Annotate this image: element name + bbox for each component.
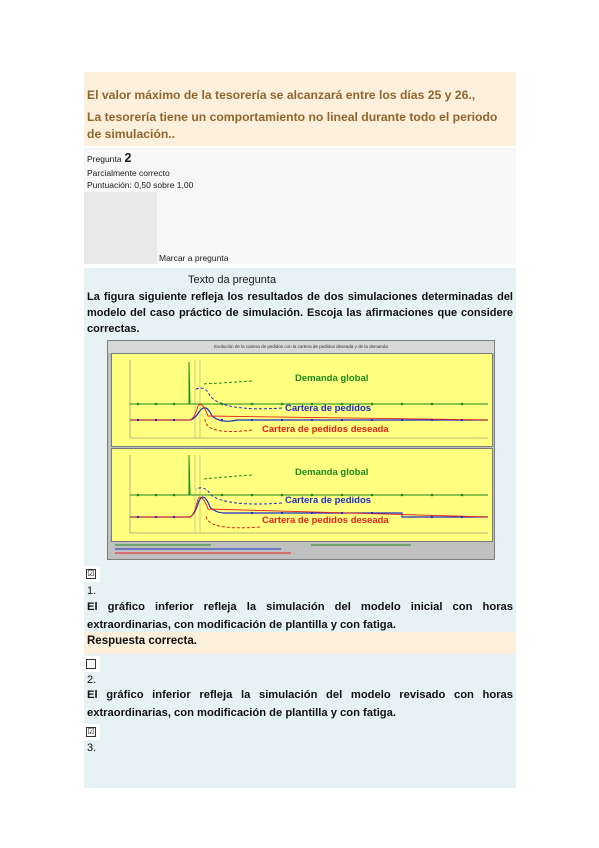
label-demanda-global-bottom: Demanda global xyxy=(295,467,369,478)
flag-question-link[interactable]: Marcar a pregunta xyxy=(159,253,229,263)
flag-area xyxy=(84,192,157,264)
question-body: La figura siguiente refleja los resultados de dos simulaciones determinadas del modelo del caso práctico de simulación. Escoja las afirmaciones que considere correctas. xyxy=(87,291,513,335)
response-feedback xyxy=(84,632,516,654)
question-label: Pregunta xyxy=(87,154,122,164)
option-3-checkbox-wrap xyxy=(84,724,100,740)
option-2-checkbox-wrap xyxy=(84,656,100,672)
option-2-text: El gráfico inferior refleja la simulación del modelo revisado con horas extraordinarias, con modificación de plantilla y con fatiga. xyxy=(87,689,513,719)
option-1-number: 1. xyxy=(87,585,97,597)
chart-panel-bottom xyxy=(111,448,493,542)
question-number-value: 2 xyxy=(124,151,132,165)
option-3-number: 3. xyxy=(87,742,97,754)
feedback-line-1: El valor máximo de la tesorería se alcanzará entre los días 25 y 26., xyxy=(87,88,476,102)
option-3-checkbox[interactable]: ☑ xyxy=(87,727,95,736)
question-info xyxy=(84,148,516,264)
question-score: Puntuación: 0,50 sobre 1,00 xyxy=(87,180,194,190)
question-number xyxy=(87,151,131,165)
response-text: Respuesta correcta. xyxy=(87,635,197,647)
label-cartera-pedidos-bottom: Cartera de pedidos xyxy=(285,495,372,506)
feedback-box xyxy=(84,72,516,146)
question-text-panel xyxy=(84,268,516,788)
option-1-checkbox-wrap xyxy=(84,566,100,582)
option-2-checkbox[interactable] xyxy=(86,659,96,669)
question-status: Parcialmente correcto xyxy=(87,168,170,178)
label-cartera-pedidos-top: Cartera de pedidos xyxy=(285,403,372,414)
question-text-title: Texto da pregunta xyxy=(188,274,277,286)
option-1-text: El gráfico inferior refleja la simulación del modelo inicial con horas extraordinarias, con modificación de plantilla y con fatiga. xyxy=(87,601,513,631)
figure-title: Evolución de la cartera de pedidos con la cartera de pedidos deseada y de la demanda xyxy=(108,341,494,353)
option-2-number: 2. xyxy=(87,674,97,686)
chart-panel-top xyxy=(111,353,493,447)
label-cartera-deseada-bottom: Cartera de pedidos deseada xyxy=(262,515,389,526)
label-demanda-global-top: Demanda global xyxy=(295,373,369,384)
figure-legend xyxy=(111,542,491,556)
feedback-line-2: La tesorería tiene un comportamiento no lineal durante todo el periodo de simulación.. xyxy=(87,110,498,141)
simulation-figure xyxy=(107,340,495,560)
label-cartera-deseada-top: Cartera de pedidos deseada xyxy=(262,424,389,435)
option-1-checkbox[interactable]: ☑ xyxy=(87,569,95,578)
